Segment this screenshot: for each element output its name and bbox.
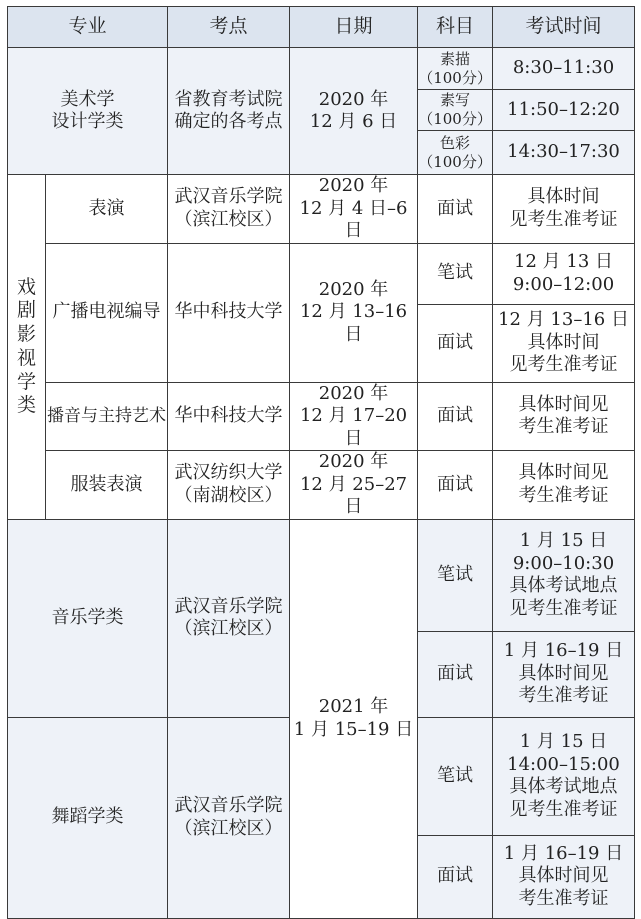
header-venue: 考点 <box>168 7 290 48</box>
header-time: 考试时间 <box>493 7 635 48</box>
header-subject: 科目 <box>418 7 493 48</box>
drama-time-acting: 具体时间 见考生准考证 <box>493 175 635 244</box>
drama-row-acting <box>8 175 635 244</box>
music-row-written <box>8 519 635 631</box>
drama-subject-acting: 面试 <box>418 175 493 244</box>
drama-time-fashion: 具体时间见 考生准考证 <box>493 451 635 520</box>
drama-subject-directing-interview: 面试 <box>418 304 493 382</box>
art-time-sketch: 8:30–11:30 <box>493 48 635 90</box>
dance-time-interview: 1 月 16–19 日 具体时间见 考生准考证 <box>493 835 635 918</box>
art-major: 美术学 设计学类 <box>8 48 168 175</box>
art-subject-sketch: 素描 （100分） <box>418 48 493 90</box>
drama-time-directing-interview: 12 月 13–16 日 具体时间 见考生准考证 <box>493 304 635 382</box>
exam-schedule <box>7 6 635 919</box>
dance-time-written: 1 月 15 日 14:00–15:00 具体考试地点 见考生准考证 <box>493 717 635 835</box>
header-row <box>8 7 635 48</box>
drama-group-label: 戏剧影视学类 <box>8 175 46 520</box>
drama-major-fashion: 服装表演 <box>46 451 168 520</box>
drama-row-directing-1 <box>8 243 635 304</box>
drama-major-directing: 广播电视编导 <box>46 243 168 382</box>
dance-subject-interview: 面试 <box>418 835 493 918</box>
drama-time-broadcasting: 具体时间见 考生准考证 <box>493 382 635 451</box>
music-subject-interview: 面试 <box>418 631 493 717</box>
header-major: 专业 <box>8 7 168 48</box>
art-time-color: 14:30–17:30 <box>493 131 635 175</box>
dance-subject-written: 笔试 <box>418 717 493 835</box>
drama-venue-broadcasting: 华中科技大学 <box>168 382 290 451</box>
drama-subject-directing-written: 笔试 <box>418 243 493 304</box>
drama-date-broadcasting: 2020 年 12 月 17–20 日 <box>290 382 418 451</box>
drama-date-directing: 2020 年 12 月 13–16 日 <box>290 243 418 382</box>
drama-venue-acting: 武汉音乐学院 （滨江校区） <box>168 175 290 244</box>
art-subject-color: 色彩 （100分） <box>418 131 493 175</box>
music-time-interview: 1 月 16–19 日 具体时间见 考生准考证 <box>493 631 635 717</box>
drama-venue-directing: 华中科技大学 <box>168 243 290 382</box>
drama-venue-fashion: 武汉纺织大学 （南湖校区） <box>168 451 290 520</box>
music-dance-date: 2021 年 1 月 15–19 日 <box>290 519 418 918</box>
drama-row-fashion <box>8 451 635 520</box>
drama-subject-fashion: 面试 <box>418 451 493 520</box>
drama-time-directing-written: 12 月 13 日 9:00–12:00 <box>493 243 635 304</box>
art-venue: 省教育考试院 确定的各考点 <box>168 48 290 175</box>
drama-row-broadcasting <box>8 382 635 451</box>
music-time-written: 1 月 15 日 9:00–10:30 具体考试地点 见考生准考证 <box>493 519 635 631</box>
dance-venue: 武汉音乐学院 （滨江校区） <box>168 717 290 918</box>
music-major: 音乐学类 <box>8 519 168 717</box>
art-date: 2020 年 12 月 6 日 <box>290 48 418 175</box>
drama-major-broadcasting: 播音与主持艺术 <box>46 382 168 451</box>
dance-major: 舞蹈学类 <box>8 717 168 918</box>
art-time-quick-sketch: 11:50–12:20 <box>493 90 635 131</box>
drama-subject-broadcasting: 面试 <box>418 382 493 451</box>
drama-date-fashion: 2020 年 12 月 25–27 日 <box>290 451 418 520</box>
music-venue: 武汉音乐学院 （滨江校区） <box>168 519 290 717</box>
music-subject-written: 笔试 <box>418 519 493 631</box>
drama-major-acting: 表演 <box>46 175 168 244</box>
header-date: 日期 <box>290 7 418 48</box>
art-row-1 <box>8 48 635 90</box>
exam-schedule-table <box>7 6 635 919</box>
drama-date-acting: 2020 年 12 月 4 日–6 日 <box>290 175 418 244</box>
art-subject-quick-sketch: 素写 （100分） <box>418 90 493 131</box>
